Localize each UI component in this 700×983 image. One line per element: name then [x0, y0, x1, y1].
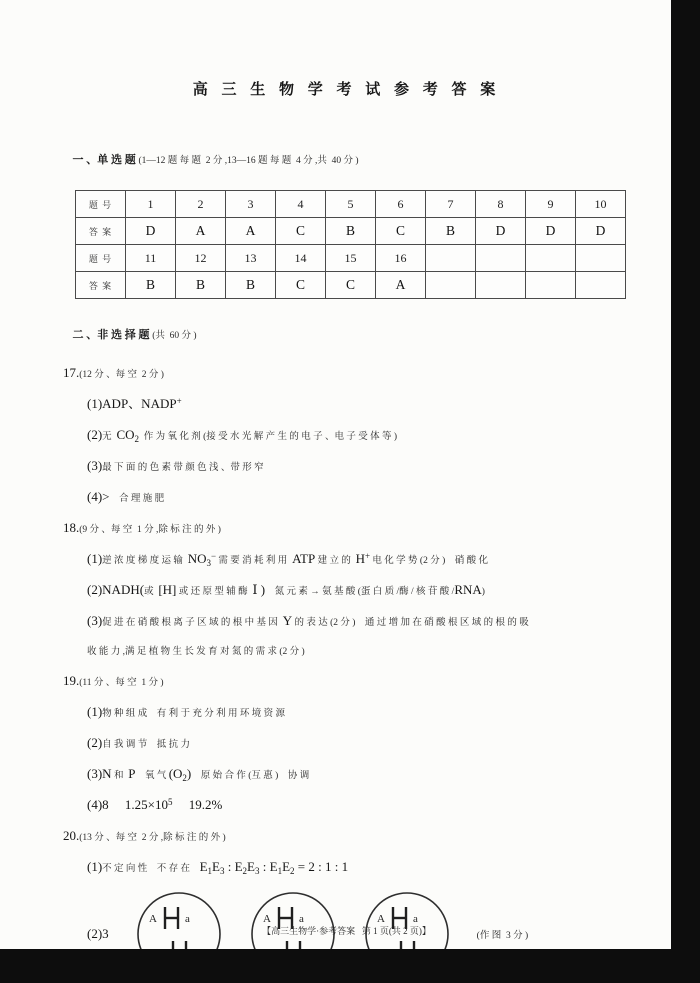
answer-19-1 — [87, 704, 630, 722]
answer-19-2 — [87, 735, 630, 753]
text-segment: 17. — [63, 365, 80, 380]
text-segment: 需 要 消 耗 利 用 — [216, 556, 293, 566]
text-segment: E — [247, 859, 255, 874]
text-segment: ) — [186, 766, 192, 781]
answer-cell — [426, 272, 476, 299]
text-segment: (12 分 、每 空 2 分 ) — [79, 370, 164, 380]
text-segment: N — [102, 766, 112, 781]
text-segment: + — [364, 550, 371, 561]
answer-cell — [576, 272, 626, 299]
question-number-cell: 8 — [476, 191, 526, 218]
text-segment: (13 分 、每 空 2 分 ,除 标 注 的 外 ) — [79, 833, 226, 843]
text-segment: CO — [116, 427, 135, 442]
question-number-cell: 3 — [226, 191, 276, 218]
answer-cell: D — [476, 218, 526, 245]
text-segment: 3 — [219, 865, 225, 876]
answer-table-row — [76, 272, 626, 299]
text-segment: NADH( — [102, 582, 145, 597]
allele-label: a — [184, 913, 190, 925]
text-segment: 无 — [102, 432, 117, 442]
text-segment: 20. — [63, 828, 80, 843]
text-segment: 1 — [207, 865, 213, 876]
text-segment: E — [269, 859, 278, 874]
answer-17-2 — [87, 427, 630, 445]
question-number-cell: 6 — [376, 191, 426, 218]
q20-2-answer-label: (2)3 — [87, 926, 109, 941]
allele-label: a — [412, 913, 418, 925]
text-segment: − — [210, 550, 217, 561]
text-segment: [H] — [158, 582, 177, 597]
text-segment: 合 理 施 肥 — [109, 494, 165, 504]
text-segment: E — [282, 859, 291, 874]
answer-cell: B — [126, 272, 176, 299]
text-segment: E — [199, 859, 208, 874]
text-segment: (3) — [87, 613, 103, 628]
question-19-header — [63, 673, 630, 691]
text-segment: ) — [481, 587, 485, 597]
answer-cell: C — [276, 272, 326, 299]
text-segment: (3) — [87, 458, 103, 473]
free-response-answers — [63, 365, 630, 877]
text-segment: (4) — [87, 489, 103, 504]
question-number-cell: 5 — [326, 191, 376, 218]
question-number-cell: 4 — [276, 191, 326, 218]
text-segment: 的 表 达 (2 分 ) 通 过 增 加 在 硝 酸 根 区 域 的 根 的 吸 — [292, 618, 529, 628]
answer-17-1 — [87, 396, 630, 414]
question-18-header — [63, 520, 630, 538]
text-segment: (1) — [87, 551, 103, 566]
answer-cell: A — [176, 218, 226, 245]
allele-label: A — [262, 913, 271, 925]
text-segment: 建 立 的 — [315, 556, 356, 566]
text-segment: ATP — [292, 551, 316, 566]
text-segment: 原 始 合 作 (互 惠 ) 协 调 — [191, 771, 310, 781]
answer-cell: D — [126, 218, 176, 245]
text-segment: (4) — [87, 797, 103, 812]
text-segment: (11 分 、每 空 1 分 ) — [79, 678, 164, 688]
section-one-heading-prefix: 一 、单 选 题 — [72, 154, 139, 166]
section-one-heading — [63, 141, 630, 177]
answer-19-3 — [87, 766, 630, 784]
text-segment: + — [176, 395, 182, 406]
text-segment: P — [128, 766, 136, 781]
question-number-cell: 11 — [126, 245, 176, 272]
text-segment: (1) — [87, 704, 103, 719]
answer-table — [75, 190, 626, 299]
allele-label: A — [376, 913, 385, 925]
text-segment: (9 分 、每 空 1 分 ,除 标 注 的 外 ) — [79, 525, 221, 535]
text-segment: 3 — [206, 557, 211, 568]
text-segment: (1) — [87, 859, 103, 874]
question-17-header — [63, 365, 630, 383]
section-two-heading — [63, 316, 630, 352]
text-segment: 19. — [63, 673, 80, 688]
answer-cell: D — [576, 218, 626, 245]
text-segment: NO — [187, 551, 207, 566]
scan-edge-bottom — [0, 949, 700, 983]
answer-cell: C — [376, 218, 426, 245]
text-segment: 氮 元 素 → 氨 基 酸 (蛋 白 质 /酶 / 核 苷 酸 / — [265, 587, 455, 597]
text-segment: 最 下 面 的 色 素 带 颜 色 浅 、带 形 窄 — [102, 463, 264, 473]
answer-table-row — [76, 245, 626, 272]
answer-17-3 — [87, 458, 630, 476]
question-number-cell: 12 — [176, 245, 226, 272]
text-segment: 或 — [144, 587, 159, 597]
text-segment: E — [212, 859, 220, 874]
text-segment: RNA — [454, 582, 482, 597]
page-footer: 【高三生物学·参考答案 第 1 页(共 2 页)】 — [262, 926, 431, 936]
answer-17-4 — [87, 489, 630, 507]
text-segment: = 2 : 1 : 1 — [294, 859, 349, 874]
text-segment: 和 — [111, 771, 129, 781]
question-20-header — [63, 828, 630, 846]
text-segment: 2 — [134, 433, 139, 444]
text-segment: 物 种 组 成 有 利 于 充 分 利 用 环 境 资 源 — [102, 709, 286, 719]
answer-cell — [476, 272, 526, 299]
row-label-cell: 题 号 — [76, 245, 126, 272]
question-number-cell: 15 — [326, 245, 376, 272]
answer-cell: D — [526, 218, 576, 245]
text-segment: ADP、NADP — [102, 396, 177, 411]
answer-table-row — [76, 191, 626, 218]
section-two-heading-detail: (共 60 分 ) — [152, 331, 197, 341]
answer-cell: B — [326, 218, 376, 245]
text-segment: 氧 气 — [135, 771, 169, 781]
answer-cell: B — [226, 272, 276, 299]
text-segment: 2 — [290, 865, 295, 876]
answer-cell: B — [176, 272, 226, 299]
answer-cell: A — [376, 272, 426, 299]
text-segment: 2 — [182, 772, 187, 783]
text-segment: Ⅰ ) — [252, 582, 266, 597]
text-segment: E — [234, 859, 243, 874]
question-number-cell: 16 — [376, 245, 426, 272]
text-segment: (2) — [87, 735, 103, 750]
text-segment: 逆 浓 度 梯 度 运 输 — [102, 556, 188, 566]
text-segment: (2) — [87, 582, 103, 597]
text-segment: Y — [282, 613, 293, 628]
question-number-cell — [576, 245, 626, 272]
answer-19-4 — [87, 797, 630, 815]
text-segment: 自 我 调 节 抵 抗 力 — [102, 740, 191, 750]
text-segment: 18. — [63, 520, 80, 535]
text-segment: 作 为 氧 化 剂 (接 受 水 光 解 产 生 的 电 子 、电 子 受 体 等 ) — [139, 432, 398, 442]
text-segment: (2) — [87, 427, 103, 442]
scan-edge-right — [671, 0, 700, 983]
answer-cell: A — [226, 218, 276, 245]
answer-20-1 — [87, 859, 630, 877]
question-number-cell — [526, 245, 576, 272]
text-segment: 1 — [277, 865, 283, 876]
text-segment: 19.2% — [172, 797, 223, 812]
question-number-cell: 13 — [226, 245, 276, 272]
text-segment: 8 1.25×10 — [102, 797, 169, 812]
section-one-heading-detail: (1—12 题 每 题 2 分 ,13—16 题 每 题 4 分 ,共 40 分 ) — [138, 156, 359, 166]
question-number-cell: 9 — [526, 191, 576, 218]
section-two-heading-prefix: 二 、非 选 择 题 — [72, 329, 153, 341]
answer-cell: C — [326, 272, 376, 299]
text-segment: 5 — [168, 796, 173, 807]
text-segment: : — [224, 859, 235, 874]
question-number-cell: 2 — [176, 191, 226, 218]
text-segment: : — [259, 859, 270, 874]
text-segment: 不 定 向 性 不 存 在 — [102, 864, 200, 874]
question-number-cell — [426, 245, 476, 272]
text-segment: 2 — [242, 865, 248, 876]
text-segment: H — [355, 551, 365, 566]
answer-cell: C — [276, 218, 326, 245]
answer-18-2 — [87, 582, 630, 600]
text-segment: 3 — [255, 865, 260, 876]
question-number-cell — [476, 245, 526, 272]
question-number-cell: 1 — [126, 191, 176, 218]
answer-table-row — [76, 218, 626, 245]
answer-18-3b — [87, 644, 630, 660]
text-segment: 促 进 在 硝 酸 根 离 子 区 域 的 根 中 基 因 — [102, 618, 283, 628]
text-segment: 或 还 原 型 辅 酶 — [176, 587, 253, 597]
answer-cell — [526, 272, 576, 299]
text-segment: 电 化 学 势 (2 分 ) 硝 酸 化 — [370, 556, 488, 566]
answer-18-1 — [87, 551, 630, 569]
row-label-cell: 答 案 — [76, 272, 126, 299]
row-label-cell: 题 号 — [76, 191, 126, 218]
answer-18-3a — [87, 613, 630, 631]
allele-label: A — [148, 913, 157, 925]
text-segment: 收 能 力 ,满 足 植 物 生 长 发 育 对 氮 的 需 求 (2 分 ) — [87, 647, 305, 657]
page-title: 高 三 生 物 学 考 试 参 考 答 案 — [192, 82, 501, 98]
text-segment: (3) — [87, 766, 103, 781]
question-number-cell: 7 — [426, 191, 476, 218]
question-number-cell: 14 — [276, 245, 326, 272]
answer-cell: B — [426, 218, 476, 245]
row-label-cell: 答 案 — [76, 218, 126, 245]
allele-label: a — [298, 913, 304, 925]
text-segment: (O — [168, 766, 183, 781]
question-number-cell: 10 — [576, 191, 626, 218]
text-segment: > — [102, 489, 110, 504]
diagram-score-note: (作 图 3 分 ) — [476, 931, 529, 941]
text-segment: (1) — [87, 396, 103, 411]
